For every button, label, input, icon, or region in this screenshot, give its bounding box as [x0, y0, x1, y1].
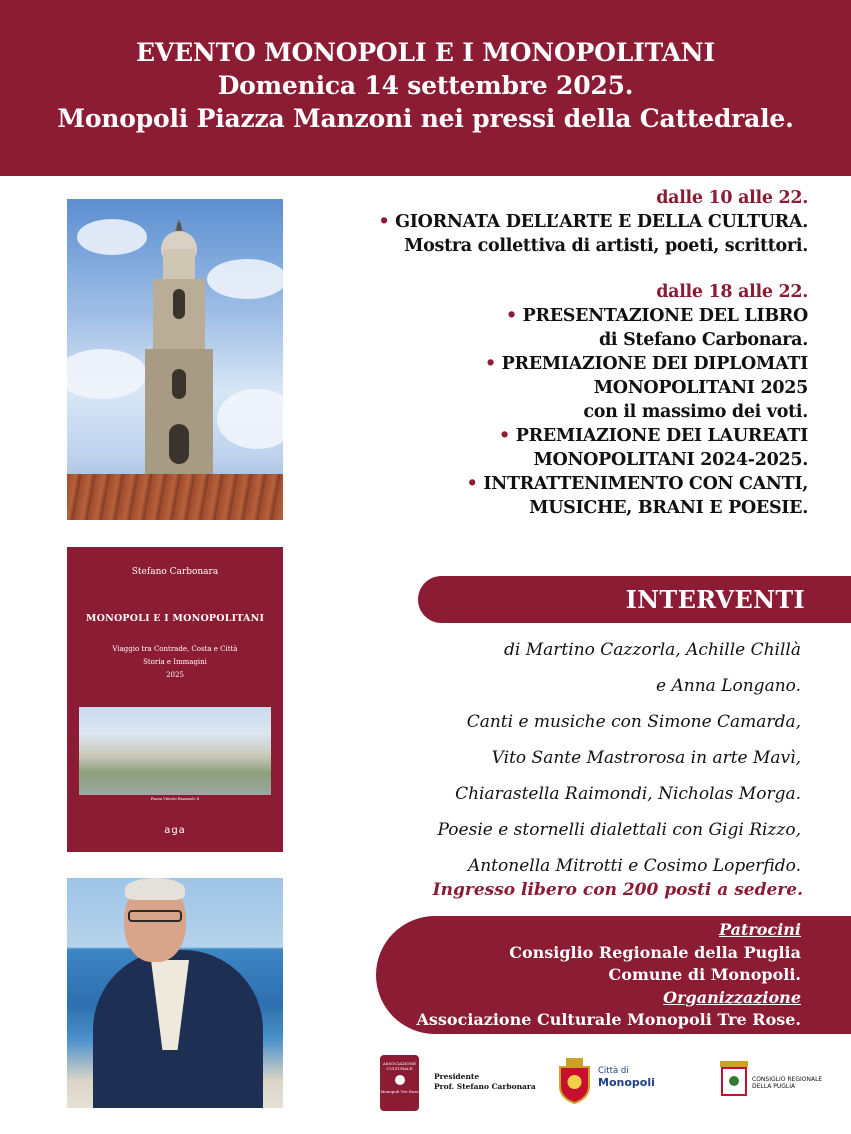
patron-1: Consiglio Regionale della Puglia — [509, 942, 801, 962]
bell-tower-icon — [129, 219, 229, 499]
author-photo — [67, 878, 283, 1108]
citta-di-monopoli-logo: Città di Monopoli — [598, 1066, 655, 1089]
speaker-line: Chiarastella Raimondi, Nicholas Morga. — [455, 784, 801, 804]
schedule-item-sub: MONOPOLITANI 2025 — [593, 378, 808, 398]
speaker-line: di Martino Cazzorla, Achille Chillà — [504, 640, 801, 660]
regione-puglia-crest-icon — [720, 1061, 748, 1097]
schedule-item: • PRESENTAZIONE DEL LIBRO — [505, 306, 808, 326]
speakers-list — [438, 632, 801, 884]
schedule-item: • GIORNATA DELL’ARTE E DELLA CULTURA. — [378, 212, 808, 232]
schedule-item: • PREMIAZIONE DEI DIPLOMATI — [484, 354, 808, 374]
interventi-heading: INTERVENTI — [625, 585, 805, 614]
book-cover — [67, 547, 283, 852]
patrocini-label: Patrocini — [719, 920, 801, 939]
free-entry-note: Ingresso libero con 200 posti a sedere. — [432, 880, 803, 900]
event-location: Monopoli Piazza Manzoni nei pressi della Cattedrale. — [57, 104, 794, 133]
speaker-line: e Anna Longano. — [656, 676, 801, 696]
schedule-time-1: dalle 10 alle 22. — [656, 188, 808, 208]
schedule-item-sub: con il massimo dei voti. — [583, 402, 808, 422]
sponsors-box — [376, 916, 851, 1034]
book-author: Stefano Carbonara — [131, 567, 219, 577]
association-logo: ASSOCIAZIONE CULTURALE Monopoli Tre Rose — [380, 1055, 419, 1111]
patron-2: Comune di Monopoli. — [608, 965, 801, 984]
book-photo-caption: Piazza Vittorio Emanuele II — [150, 797, 200, 801]
speaker-line: Canti e musiche con Simone Camarda, — [466, 712, 801, 732]
cathedral-tower-photo — [67, 199, 283, 520]
schedule-time-2: dalle 18 alle 22. — [656, 282, 808, 302]
book-cover-photo — [79, 707, 271, 795]
schedule-item-sub: MONOPOLITANI 2024-2025. — [533, 450, 808, 470]
publisher-logo: aga — [164, 825, 186, 836]
speaker-line: Vito Sante Mastrorosa in arte Mavì, — [491, 748, 801, 768]
book-title: MONOPOLI E I MONOPOLITANI — [85, 613, 265, 624]
schedule-item-sub: di Stefano Carbonara. — [599, 330, 808, 350]
schedule-item-sub: MUSICHE, BRANI E POESIE. — [529, 498, 808, 518]
event-date: Domenica 14 settembre 2025. — [217, 71, 634, 100]
event-header — [0, 0, 851, 176]
schedule — [378, 186, 808, 520]
book-subtitle: Viaggio tra Contrade, Costa e Città Storia e Immagini 2025 — [112, 645, 238, 679]
schedule-item: • INTRATTENIMENTO CON CANTI, — [466, 474, 808, 494]
schedule-item: • PREMIAZIONE DEI LAUREATI — [499, 426, 808, 446]
speaker-line: Antonella Mitrotti e Cosimo Loperfido. — [467, 856, 801, 876]
schedule-item-sub: Mostra collettiva di artisti, poeti, scrittori. — [404, 236, 808, 256]
organizzazione-label: Organizzazione — [663, 987, 801, 1007]
monopoli-crest-icon — [556, 1058, 593, 1104]
event-title: EVENTO MONOPOLI E I MONOPOLITANI — [136, 38, 715, 67]
rose-icon — [395, 1075, 405, 1085]
interventi-heading-bar — [418, 576, 851, 623]
consiglio-regionale-logo: CONSIGLIO REGIONALE DELLA PUGLIA — [752, 1076, 823, 1090]
speaker-line: Poesie e stornelli dialettali con Gigi Rizzo, — [437, 820, 801, 840]
president-credit: Presidente Prof. Stefano Carbonara — [434, 1072, 536, 1091]
organizer: Associazione Culturale Monopoli Tre Rose. — [416, 1010, 801, 1029]
